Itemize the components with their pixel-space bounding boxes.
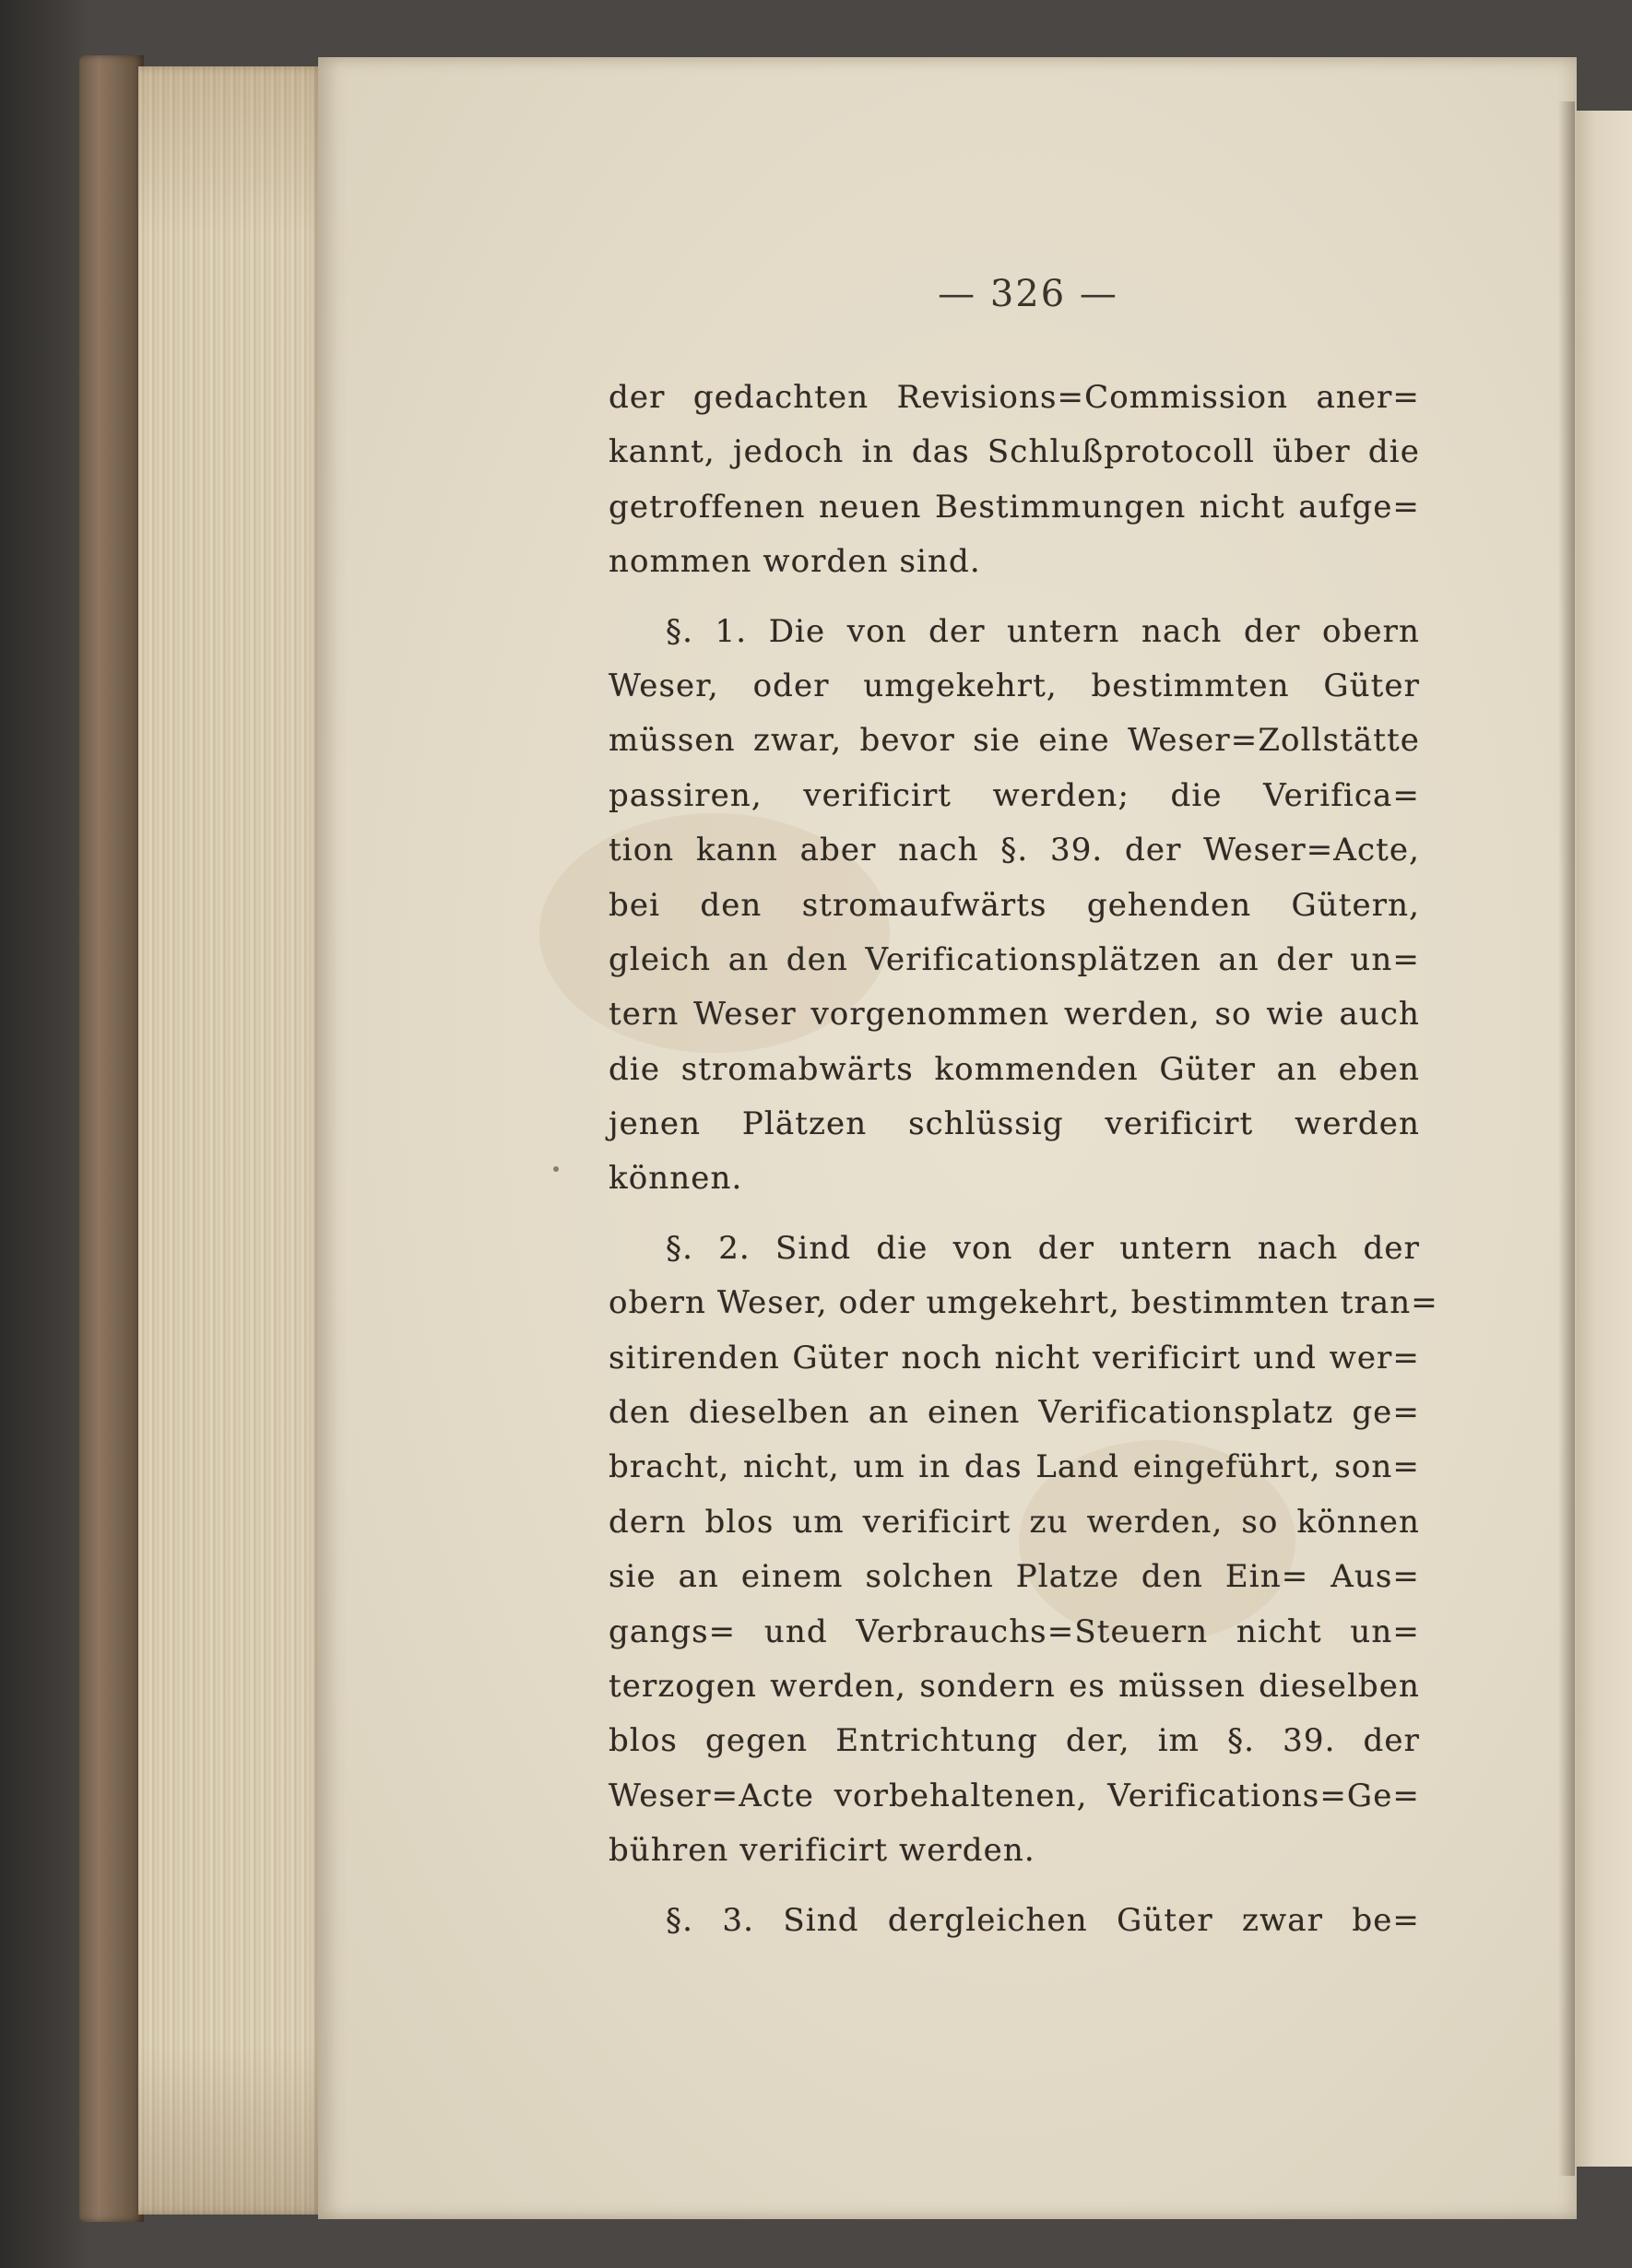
section-1-heading-line: §. 1. Die von der untern nach der obern <box>666 612 1420 650</box>
text-line: der gedachten Revisions=Commission aner= <box>609 379 1420 416</box>
text-line: sitirenden Güter noch nicht verificirt und wer= <box>609 1339 1420 1376</box>
page-number: — 326 — <box>938 273 1118 315</box>
text-line: nommen worden sind. <box>609 543 981 581</box>
section-2-heading-line: §. 2. Sind die von der untern nach der <box>666 1229 1420 1267</box>
text-line: getroffenen neuen Bestimmungen nicht aufge= <box>609 488 1420 526</box>
text-line: bei den stromaufwärts gehenden Gütern, <box>609 886 1420 924</box>
text-line: jenen Plätzen schlüssig verificirt werden <box>609 1105 1420 1143</box>
text-line: müssen zwar, bevor sie eine Weser=Zollstätte <box>609 722 1420 760</box>
section-3-heading-line: §. 3. Sind dergleichen Güter zwar be= <box>666 1901 1420 1939</box>
text-line: kannt, jedoch in das Schlußprotocoll über die <box>609 433 1420 471</box>
text-line: Weser=Acte vorbehaltenen, Verifications=Ge= <box>609 1777 1420 1814</box>
text-line: terzogen werden, sondern es müssen dieselben <box>609 1667 1420 1705</box>
text-line: tern Weser vorgenommen werden, so wie auch <box>609 996 1420 1034</box>
text-line: die stromabwärts kommenden Güter an eben <box>609 1050 1420 1088</box>
text-line: passiren, verificirt werden; die Verifica= <box>609 776 1420 814</box>
text-line: bühren verificirt werden. <box>609 1832 1035 1870</box>
page-edges <box>138 66 323 2215</box>
text-line: können. <box>609 1160 743 1198</box>
book-cover-edge <box>79 55 144 2222</box>
facing-page <box>1567 111 1632 2167</box>
gutter-shadow <box>1558 101 1575 2176</box>
text-line: tion kann aber nach §. 39. der Weser=Acte, <box>609 832 1420 869</box>
margin-mark <box>553 1166 559 1172</box>
text-line: sie an einem solchen Platze den Ein= Aus= <box>609 1558 1420 1596</box>
text-line: gangs= und Verbrauchs=Steuern nicht un= <box>609 1612 1420 1650</box>
page-body <box>609 371 1438 1948</box>
backdrop <box>0 0 89 2268</box>
text-line: Weser, oder umgekehrt, bestimmten Güter <box>609 667 1420 704</box>
text-line: den dieselben an einen Verificationsplatz ge= <box>609 1394 1420 1432</box>
text-line: bracht, nicht, um in das Land eingeführt, son= <box>609 1448 1420 1486</box>
text-line: blos gegen Entrichtung der, im §. 39. der <box>609 1722 1420 1760</box>
text-line: dern blos um verificirt zu werden, so können <box>609 1503 1420 1541</box>
text-line: gleich an den Verificationsplätzen an der un= <box>609 940 1420 978</box>
text-line: obern Weser, oder umgekehrt, bestimmten tran= <box>609 1284 1438 1322</box>
